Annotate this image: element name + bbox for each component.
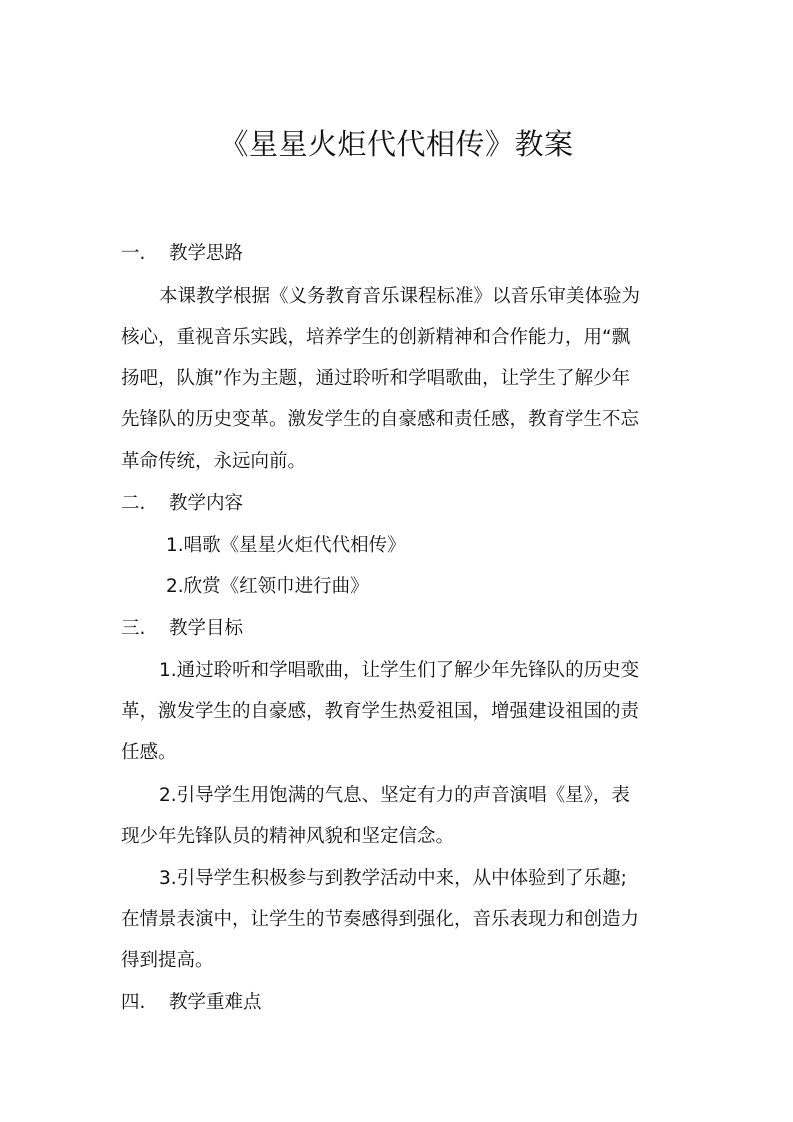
section-heading-2 <box>121 491 243 517</box>
paragraph-line: 在情景表演中，让学生的节奏感得到强化，音乐表现力和创造力 <box>121 909 640 930</box>
list-item: 2.欣赏《红领巾进行曲》 <box>166 576 369 597</box>
paragraph-line: 本课教学根据《义务教育音乐课程标准》以音乐审美体验为 <box>159 286 641 307</box>
paragraph-line: 革，激发学生的自豪感，教育学生热爱祖国，增强建设祖国的责 <box>121 701 640 722</box>
paragraph-line: 得到提高。 <box>121 950 214 971</box>
paragraph-line: 2.引导学生用饱满的气息、坚定有力的声音演唱《星》，表 <box>159 785 630 806</box>
section-heading-3 <box>121 616 243 642</box>
section-heading-4 <box>121 990 262 1016</box>
paragraph-line: 1.通过聆听和学唱歌曲，让学生们了解少年先锋队的历史变 <box>159 660 640 681</box>
paragraph-line: 扬吧，队旗”作为主题，通过聆听和学唱歌曲，让学生了解少年 <box>121 368 631 389</box>
section-title: 教学思路 <box>169 243 244 264</box>
section-number: 三. <box>121 618 146 639</box>
section-title: 教学目标 <box>169 618 244 639</box>
section-number: 四. <box>121 992 146 1013</box>
paragraph-line: 核心，重视音乐实践，培养学生的创新精神和合作能力，用“飘 <box>121 327 631 348</box>
paragraph-line: 现少年先锋队员的精神风貌和坚定信念。 <box>121 826 455 847</box>
section-number: 二. <box>121 493 146 514</box>
section-heading-1 <box>121 241 243 267</box>
paragraph-line: 3.引导学生积极参与到教学活动中来，从中体验到了乐趣; <box>159 868 627 889</box>
list-item: 1.唱歌《星星火炬代代相传》 <box>166 535 406 556</box>
paragraph-line: 先锋队的历史变革。激发学生的自豪感和责任感，教育学生不忘 <box>121 409 640 430</box>
section-title: 教学重难点 <box>169 992 262 1013</box>
paragraph-line: 任感。 <box>121 742 177 763</box>
section-title: 教学内容 <box>169 493 244 514</box>
section-number: 一. <box>121 243 146 264</box>
document-title: 《星星火炬代代相传》教案 <box>219 127 574 161</box>
paragraph-line: 革命传统，永远向前。 <box>121 451 307 472</box>
